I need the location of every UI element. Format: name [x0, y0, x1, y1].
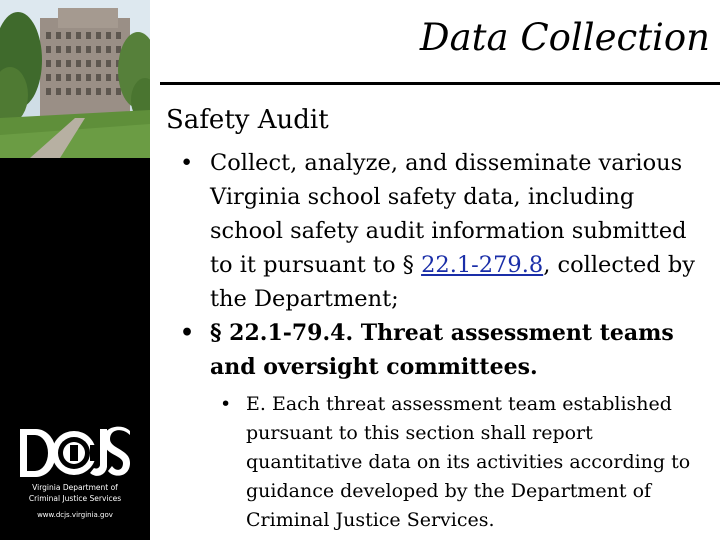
- bullet-icon: •: [180, 320, 195, 346]
- building-photo: [0, 0, 150, 158]
- sub-bullet-list: [220, 390, 710, 535]
- agency-url[interactable]: www.dcjs.virginia.gov: [37, 511, 113, 519]
- bullet-item-collect: [180, 146, 710, 316]
- agency-name-line1: Virginia Department of: [32, 483, 118, 492]
- agency-name: [0, 482, 150, 504]
- bullet-icon: •: [220, 393, 232, 415]
- bullet-text: § 22.1-79.4. Threat assessment teams and oversight committees.: [210, 320, 674, 380]
- bullet-icon: •: [180, 150, 194, 176]
- left-panel: [0, 0, 150, 540]
- dcjs-logo: [18, 425, 132, 481]
- bullet-text: Collect, analyze, and disseminate various Virginia school safety data, including school safety audit information submitted to it pursuant to §: [210, 150, 687, 278]
- code-reference-link[interactable]: 22.1-279.8: [421, 252, 544, 278]
- section-subtitle: Safety Audit: [166, 105, 329, 135]
- title-divider: [160, 82, 720, 85]
- bullet-text-end: , collected by the Department;: [210, 252, 695, 312]
- bullet-item-threat-assessment: [180, 316, 710, 384]
- agency-name-line2: Criminal Justice Services: [28, 494, 122, 503]
- building-photo-image: [0, 0, 150, 158]
- slide-title: Data Collection: [419, 16, 710, 59]
- sub-bullet-text: E. Each threat assessment team established pursuant to this section shall report quantitative data on its activities according to guidance developed by the Department of Criminal Justice Services.: [246, 393, 691, 531]
- sub-bullet-item: [220, 390, 710, 535]
- main-bullet-list: [180, 146, 710, 384]
